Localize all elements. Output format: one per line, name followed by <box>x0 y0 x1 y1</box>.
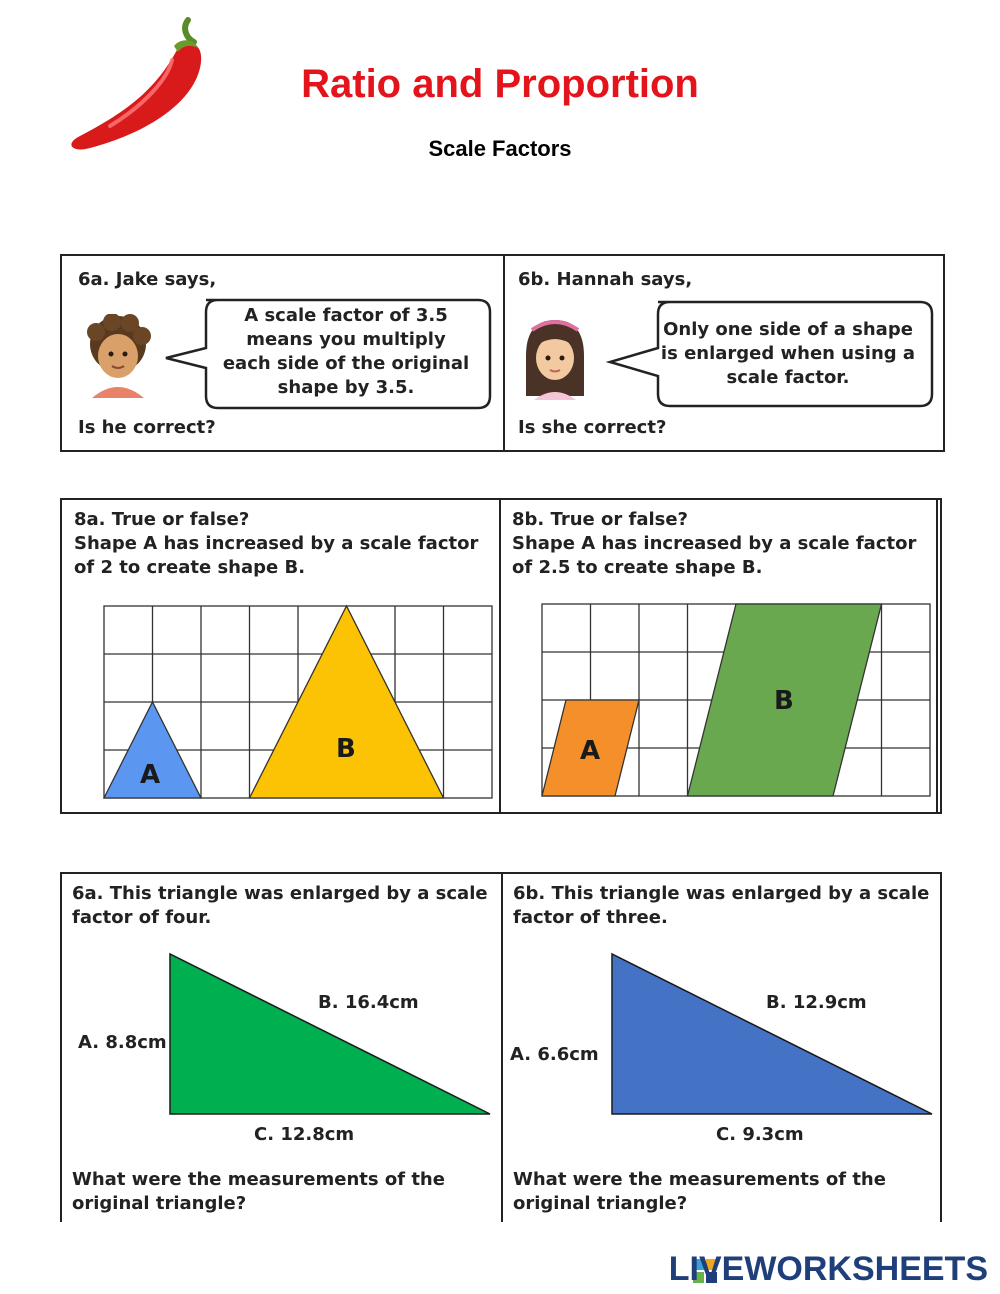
question-line: original triangle? <box>72 1193 247 1214</box>
hannah-bubble-text <box>660 318 916 390</box>
section-true-false <box>60 498 942 814</box>
q6a-question <box>72 1168 445 1216</box>
q8a-line: Shape A has increased by a scale factor <box>74 533 479 554</box>
panel-divider <box>501 874 503 1222</box>
jake-bubble-text <box>212 304 480 400</box>
grid-8b <box>538 600 934 800</box>
shape-b-label: B <box>774 686 794 716</box>
panel-edge-line <box>936 500 938 812</box>
section-jake-hannah <box>60 254 945 452</box>
q8b-line: of 2.5 to create shape B. <box>512 557 763 578</box>
q8a-text <box>74 508 478 580</box>
panel-divider <box>503 256 505 450</box>
question-line: original triangle? <box>513 1193 688 1214</box>
bubble-line: A scale factor of 3.5 <box>244 305 448 326</box>
hannah-heading: 6b. Hannah says, <box>518 269 693 290</box>
q6b-question <box>513 1168 886 1216</box>
boy-avatar-icon <box>82 314 154 398</box>
girl-avatar-icon <box>520 316 590 400</box>
q6a-triangle-text <box>72 882 488 930</box>
bubble-line: Only one side of a shape <box>663 319 913 340</box>
page-subtitle: Scale Factors <box>428 136 572 161</box>
bubble-line: shape by 3.5. <box>277 377 415 398</box>
jake-question: Is he correct? <box>78 417 216 438</box>
q6b-triangle-text <box>513 882 929 930</box>
question-line: What were the measurements of the <box>513 1169 886 1190</box>
side-c-label: C. 12.8cm <box>254 1124 355 1145</box>
q8b-line: Shape A has increased by a scale factor <box>512 533 917 554</box>
green-triangle <box>168 952 494 1118</box>
bubble-line: is enlarged when using a <box>660 343 916 364</box>
side-a-label: A. 8.8cm <box>78 1032 167 1053</box>
side-c-label: C. 9.3cm <box>716 1124 804 1145</box>
side-b-label: B. 16.4cm <box>318 992 419 1013</box>
bubble-line: scale factor. <box>726 367 850 388</box>
liveworksheets-brand[interactable]: LIVEWORKSHEETS <box>668 1250 988 1288</box>
q8a-line: of 2 to create shape B. <box>74 557 306 578</box>
bubble-line: each side of the original <box>222 353 470 374</box>
q8a-line: 8a. True or false? <box>74 509 250 530</box>
jake-heading: 6a. Jake says, <box>78 269 217 290</box>
q6a-line: 6a. This triangle was enlarged by a scale <box>72 883 488 904</box>
hannah-question: Is she correct? <box>518 417 667 438</box>
q6b-line: 6b. This triangle was enlarged by a scale <box>513 883 930 904</box>
section-triangles <box>60 872 942 1222</box>
question-line: What were the measurements of the <box>72 1169 445 1190</box>
panel-divider <box>499 500 501 812</box>
side-b-label: B. 12.9cm <box>766 992 867 1013</box>
shape-b-label: B <box>336 734 356 764</box>
bubble-line: means you multiply <box>246 329 446 350</box>
page-title: Ratio and Proportion <box>301 62 699 106</box>
blue-triangle <box>610 952 936 1118</box>
shape-a-label: A <box>140 760 161 790</box>
side-a-label: A. 6.6cm <box>510 1044 599 1065</box>
q8b-text <box>512 508 916 580</box>
q6a-line: factor of four. <box>72 907 212 928</box>
q8b-line: 8b. True or false? <box>512 509 689 530</box>
shape-a-label: A <box>580 736 601 766</box>
q6b-line: factor of three. <box>513 907 668 928</box>
